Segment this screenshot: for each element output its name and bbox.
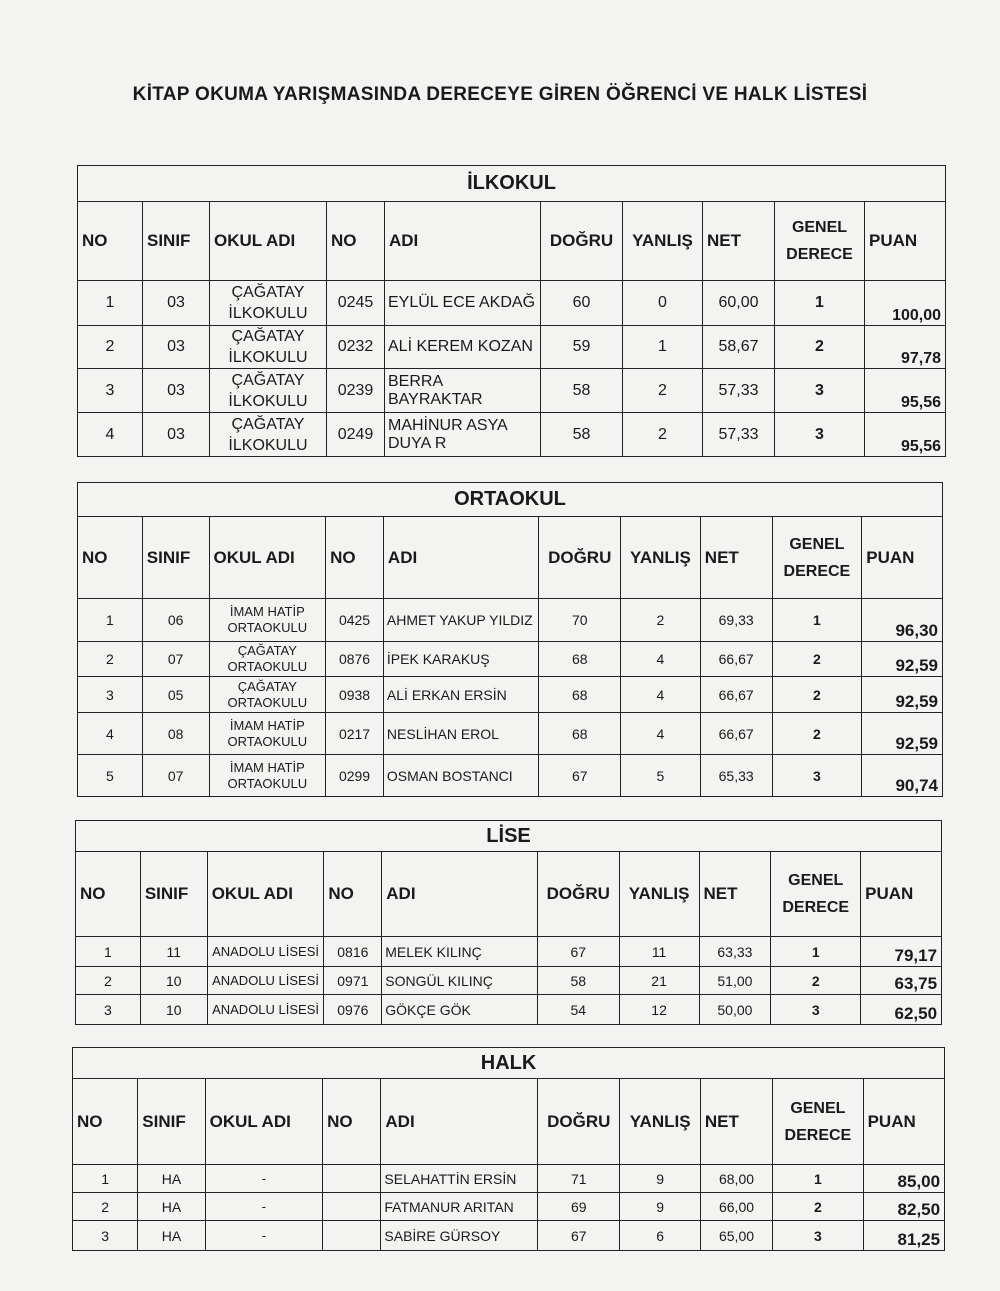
row-no: 3	[78, 369, 143, 413]
col-dogru: DOĞRU	[538, 1079, 620, 1165]
row-okul: İMAM HATİP ORTAOKULU	[209, 713, 326, 755]
row-sinif: 03	[143, 281, 210, 326]
page-title: KİTAP OKUMA YARIŞMASINDA DERECEYE GİREN ÖĞRENCİ VE HALK LİSTESİ	[132, 84, 868, 105]
row-yanlis: 4	[621, 677, 701, 713]
col-okul-adi: OKUL ADI	[210, 202, 327, 281]
row-sinif: 11	[140, 937, 207, 967]
row-derece: 2	[773, 1193, 863, 1221]
table-row	[78, 326, 946, 369]
row-puan: 100,00	[865, 281, 946, 326]
table-row	[73, 1193, 945, 1221]
row-okul: ÇAĞATAY İLKOKULU	[210, 369, 327, 413]
row-sinif: HA	[138, 1193, 205, 1221]
row-ogrenci-no: 0816	[324, 937, 382, 967]
col-adi: ADI	[382, 852, 538, 937]
col-okul-adi: OKUL ADI	[205, 1079, 323, 1165]
row-sinif: 03	[143, 369, 210, 413]
col-puan: PUAN	[863, 1079, 945, 1165]
column-header-row	[73, 1079, 945, 1165]
row-derece: 2	[771, 967, 861, 995]
section-i̇lkokul	[77, 165, 945, 457]
row-yanlis: 0	[623, 281, 703, 326]
col-ogrenci-no: NO	[327, 202, 385, 281]
section-li̇se	[75, 820, 941, 1025]
row-no: 3	[78, 677, 143, 713]
row-yanlis: 11	[619, 937, 699, 967]
row-net: 68,00	[700, 1165, 772, 1193]
row-adi: FATMANUR ARITAN	[381, 1193, 538, 1221]
col-net: NET	[700, 1079, 772, 1165]
row-yanlis: 5	[621, 755, 701, 797]
row-puan: 95,56	[865, 369, 946, 413]
row-puan: 90,74	[862, 755, 943, 797]
row-dogru: 68	[539, 713, 621, 755]
row-sinif: HA	[138, 1221, 205, 1251]
column-header-row	[78, 517, 943, 599]
row-dogru: 67	[539, 755, 621, 797]
row-yanlis: 2	[623, 413, 703, 457]
row-yanlis: 2	[623, 369, 703, 413]
row-dogru: 59	[541, 326, 623, 369]
row-puan: 85,00	[863, 1165, 945, 1193]
row-net: 66,00	[700, 1193, 772, 1221]
row-net: 69,33	[700, 599, 772, 642]
row-adi: GÖKÇE GÖK	[382, 995, 538, 1025]
row-okul: -	[205, 1221, 323, 1251]
row-derece: 3	[775, 413, 865, 457]
col-okul-adi: OKUL ADI	[207, 852, 324, 937]
table-row	[78, 369, 946, 413]
row-dogru: 67	[537, 937, 619, 967]
row-okul: İMAM HATİP ORTAOKULU	[209, 755, 326, 797]
row-dogru: 58	[541, 369, 623, 413]
col-genel-derece	[771, 852, 861, 937]
results-table	[75, 820, 942, 1025]
row-adi: SABİRE GÜRSOY	[381, 1221, 538, 1251]
row-yanlis: 9	[620, 1193, 700, 1221]
row-dogru: 69	[538, 1193, 620, 1221]
derece-label: DERECE	[784, 1126, 852, 1144]
section-title: İLKOKUL	[78, 166, 946, 202]
genel-label: GENEL	[791, 219, 848, 236]
genel-label: GENEL	[789, 535, 845, 553]
row-ogrenci-no	[323, 1165, 381, 1193]
row-dogru: 70	[539, 599, 621, 642]
row-dogru: 71	[538, 1165, 620, 1193]
row-no: 3	[76, 995, 141, 1025]
table-row	[76, 937, 942, 967]
row-puan: 92,59	[862, 677, 943, 713]
row-okul: İMAM HATİP ORTAOKULU	[209, 599, 326, 642]
row-okul: -	[205, 1165, 323, 1193]
row-derece: 3	[773, 1221, 863, 1251]
row-sinif: 05	[142, 677, 209, 713]
row-sinif: 06	[142, 599, 209, 642]
row-yanlis: 4	[621, 713, 701, 755]
row-net: 66,67	[700, 677, 772, 713]
row-sinif: 10	[140, 967, 207, 995]
row-okul: -	[205, 1193, 323, 1221]
row-puan: 97,78	[865, 326, 946, 369]
section-title: HALK	[73, 1048, 945, 1079]
col-sinif: SINIF	[140, 852, 207, 937]
results-table	[77, 165, 946, 457]
row-adi: NESLİHAN EROL	[383, 713, 538, 755]
row-no: 5	[78, 755, 143, 797]
row-ogrenci-no: 0938	[326, 677, 384, 713]
row-derece: 3	[772, 755, 862, 797]
row-adi: SELAHATTİN ERSİN	[381, 1165, 538, 1193]
col-genel-derece	[773, 1079, 863, 1165]
row-adi: SONGÜL KILINÇ	[382, 967, 538, 995]
col-genel-derece	[772, 517, 862, 599]
row-adi: AHMET YAKUP YILDIZ	[383, 599, 538, 642]
row-net: 66,67	[700, 713, 772, 755]
column-header-row	[78, 202, 946, 281]
table-row	[78, 713, 943, 755]
row-dogru: 58	[537, 967, 619, 995]
row-yanlis: 1	[623, 326, 703, 369]
row-sinif: 03	[143, 413, 210, 457]
row-okul: ÇAĞATAY ORTAOKULU	[209, 642, 326, 677]
table-row	[76, 995, 942, 1025]
row-ogrenci-no: 0876	[326, 642, 384, 677]
row-derece: 3	[775, 369, 865, 413]
row-adi: MAHİNUR ASYA DUYA R	[385, 413, 541, 457]
row-net: 65,33	[700, 755, 772, 797]
col-yanlis: YANLIŞ	[621, 517, 701, 599]
row-net: 66,67	[700, 642, 772, 677]
column-header-row	[76, 852, 942, 937]
col-adi: ADI	[381, 1079, 538, 1165]
row-sinif: 07	[142, 755, 209, 797]
row-no: 1	[78, 281, 143, 326]
row-derece: 2	[772, 713, 862, 755]
col-genel-derece	[775, 202, 865, 281]
col-sinif: SINIF	[138, 1079, 205, 1165]
col-yanlis: YANLIŞ	[623, 202, 703, 281]
row-puan: 96,30	[862, 599, 943, 642]
row-okul: ANADOLU LİSESİ	[207, 995, 324, 1025]
row-ogrenci-no: 0239	[327, 369, 385, 413]
col-ogrenci-no: NO	[324, 852, 382, 937]
row-derece: 3	[771, 995, 861, 1025]
row-puan: 81,25	[863, 1221, 945, 1251]
row-net: 63,33	[699, 937, 771, 967]
row-yanlis: 12	[619, 995, 699, 1025]
table-row	[76, 967, 942, 995]
col-net: NET	[700, 517, 772, 599]
col-net: NET	[699, 852, 771, 937]
row-ogrenci-no: 0245	[327, 281, 385, 326]
col-no: NO	[76, 852, 141, 937]
row-puan: 63,75	[861, 967, 942, 995]
col-dogru: DOĞRU	[539, 517, 621, 599]
row-ogrenci-no: 0976	[324, 995, 382, 1025]
row-puan: 95,56	[865, 413, 946, 457]
table-row	[78, 413, 946, 457]
genel-label: GENEL	[788, 872, 844, 889]
row-yanlis: 21	[619, 967, 699, 995]
section-title: LİSE	[76, 821, 942, 852]
col-dogru: DOĞRU	[541, 202, 623, 281]
derece-label: DERECE	[782, 899, 850, 916]
col-okul-adi: OKUL ADI	[209, 517, 326, 599]
row-sinif: 10	[140, 995, 207, 1025]
col-sinif: SINIF	[142, 517, 209, 599]
col-dogru: DOĞRU	[537, 852, 619, 937]
row-derece: 2	[772, 642, 862, 677]
row-no: 2	[78, 326, 143, 369]
row-no: 2	[73, 1193, 138, 1221]
row-okul: ÇAĞATAY ORTAOKULU	[209, 677, 326, 713]
table-row	[73, 1165, 945, 1193]
row-ogrenci-no: 0971	[324, 967, 382, 995]
section-ortaokul	[77, 482, 942, 797]
results-table	[77, 482, 943, 797]
row-puan: 62,50	[861, 995, 942, 1025]
row-no: 2	[78, 642, 143, 677]
row-dogru: 67	[538, 1221, 620, 1251]
col-puan: PUAN	[865, 202, 946, 281]
row-yanlis: 4	[621, 642, 701, 677]
col-sinif: SINIF	[143, 202, 210, 281]
row-derece: 1	[772, 599, 862, 642]
row-ogrenci-no	[323, 1193, 381, 1221]
row-net: 50,00	[699, 995, 771, 1025]
section-title: ORTAOKUL	[78, 483, 943, 517]
row-no: 4	[78, 713, 143, 755]
row-puan: 82,50	[863, 1193, 945, 1221]
section-halk	[72, 1047, 944, 1251]
row-ogrenci-no	[323, 1221, 381, 1251]
row-no: 1	[73, 1165, 138, 1193]
col-no: NO	[78, 517, 143, 599]
genel-label: GENEL	[790, 1099, 846, 1117]
col-no: NO	[78, 202, 143, 281]
col-puan: PUAN	[862, 517, 943, 599]
row-puan: 79,17	[861, 937, 942, 967]
row-no: 2	[76, 967, 141, 995]
row-dogru: 68	[539, 642, 621, 677]
row-sinif: HA	[138, 1165, 205, 1193]
row-no: 3	[73, 1221, 138, 1251]
row-puan: 92,59	[862, 713, 943, 755]
table-row	[73, 1221, 945, 1251]
table-row	[78, 755, 943, 797]
row-yanlis: 2	[621, 599, 701, 642]
row-derece: 2	[772, 677, 862, 713]
row-derece: 1	[771, 937, 861, 967]
row-derece: 1	[773, 1165, 863, 1193]
row-net: 57,33	[703, 369, 775, 413]
results-table	[72, 1047, 945, 1251]
table-row	[78, 281, 946, 326]
row-okul: ANADOLU LİSESİ	[207, 937, 324, 967]
row-sinif: 08	[142, 713, 209, 755]
row-adi: BERRA BAYRAKTAR	[385, 369, 541, 413]
col-yanlis: YANLIŞ	[619, 852, 699, 937]
col-ogrenci-no: NO	[326, 517, 384, 599]
row-okul: ÇAĞATAY İLKOKULU	[210, 326, 327, 369]
row-ogrenci-no: 0232	[327, 326, 385, 369]
row-derece: 1	[775, 281, 865, 326]
table-row	[78, 599, 943, 642]
col-adi: ADI	[385, 202, 541, 281]
col-puan: PUAN	[861, 852, 942, 937]
row-ogrenci-no: 0249	[327, 413, 385, 457]
row-sinif: 07	[142, 642, 209, 677]
row-yanlis: 6	[620, 1221, 700, 1251]
row-net: 60,00	[703, 281, 775, 326]
col-adi: ADI	[383, 517, 538, 599]
row-ogrenci-no: 0299	[326, 755, 384, 797]
row-dogru: 54	[537, 995, 619, 1025]
row-ogrenci-no: 0425	[326, 599, 384, 642]
col-ogrenci-no: NO	[323, 1079, 381, 1165]
row-adi: OSMAN BOSTANCI	[383, 755, 538, 797]
row-net: 51,00	[699, 967, 771, 995]
row-derece: 2	[775, 326, 865, 369]
row-dogru: 68	[539, 677, 621, 713]
derece-label: DERECE	[783, 562, 851, 580]
row-net: 58,67	[703, 326, 775, 369]
row-okul: ANADOLU LİSESİ	[207, 967, 324, 995]
row-sinif: 03	[143, 326, 210, 369]
table-row	[78, 677, 943, 713]
row-net: 57,33	[703, 413, 775, 457]
row-no: 1	[76, 937, 141, 967]
col-yanlis: YANLIŞ	[620, 1079, 700, 1165]
row-puan: 92,59	[862, 642, 943, 677]
row-adi: İPEK KARAKUŞ	[383, 642, 538, 677]
row-adi: MELEK KILINÇ	[382, 937, 538, 967]
col-no: NO	[73, 1079, 138, 1165]
row-net: 65,00	[700, 1221, 772, 1251]
derece-label: DERECE	[786, 246, 853, 263]
table-row	[78, 642, 943, 677]
row-yanlis: 9	[620, 1165, 700, 1193]
row-ogrenci-no: 0217	[326, 713, 384, 755]
row-dogru: 58	[541, 413, 623, 457]
col-net: NET	[703, 202, 775, 281]
row-no: 4	[78, 413, 143, 457]
row-okul: ÇAĞATAY İLKOKULU	[210, 413, 327, 457]
row-dogru: 60	[541, 281, 623, 326]
row-okul: ÇAĞATAY İLKOKULU	[210, 281, 327, 326]
row-adi: EYLÜL ECE AKDAĞ	[385, 281, 541, 326]
row-adi: ALİ ERKAN ERSİN	[383, 677, 538, 713]
row-no: 1	[78, 599, 143, 642]
row-adi: ALİ KEREM KOZAN	[385, 326, 541, 369]
